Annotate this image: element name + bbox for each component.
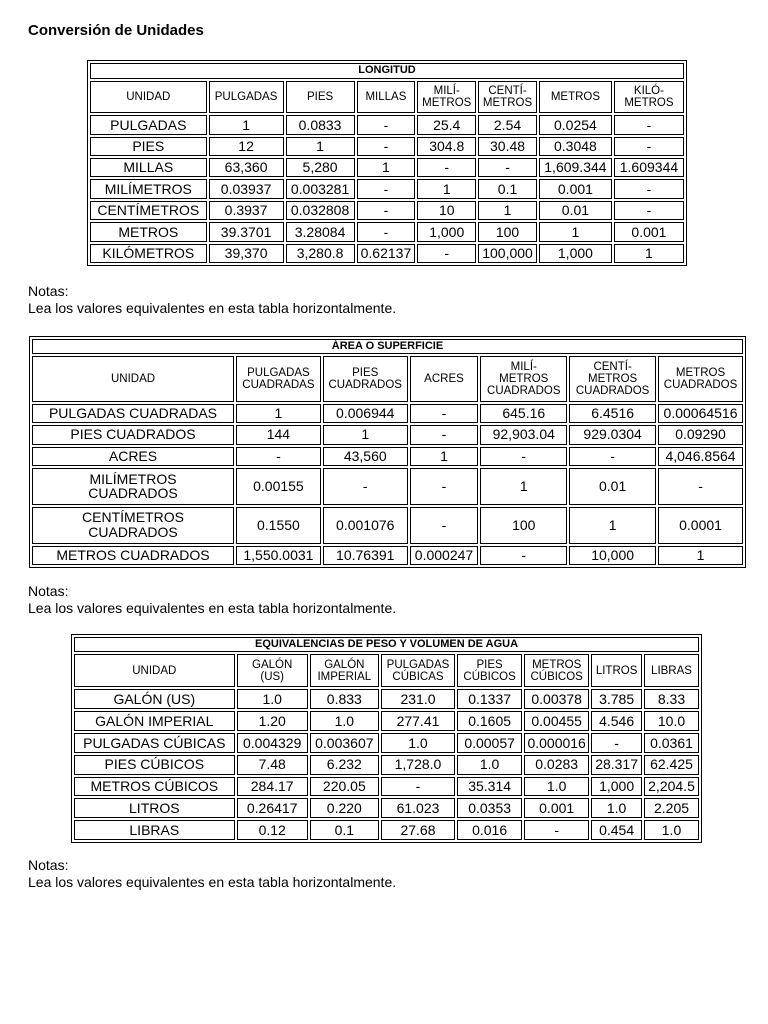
value-cell: 0.00064516 (658, 404, 743, 423)
notes-block (28, 283, 396, 317)
value-cell: 10,000 (569, 546, 656, 566)
column-header: METROS CÚBICOS (524, 654, 589, 687)
value-cell: 1 (357, 158, 416, 177)
value-cell: 1 (286, 137, 355, 156)
value-cell: 144 (236, 425, 321, 444)
value-cell: 0.0353 (457, 798, 522, 818)
value-cell: 4.546 (591, 711, 642, 731)
column-header: METROS (539, 81, 612, 113)
notes-block (28, 583, 396, 617)
row-label-cell: METROS (90, 222, 207, 241)
value-cell: 1 (410, 447, 479, 466)
value-cell: 231.0 (381, 689, 455, 709)
row-label-cell: PIES CÚBICOS (74, 755, 235, 775)
notes-label: Notas: (28, 583, 69, 599)
column-header: LIBRAS (644, 654, 699, 687)
table-row (32, 468, 743, 505)
value-cell: 92,903.04 (480, 425, 567, 444)
value-cell: 1.0 (524, 777, 589, 797)
value-cell: 0.833 (310, 689, 379, 709)
value-cell: 2,204.5 (644, 777, 699, 797)
value-cell: 3,280.8 (286, 244, 355, 263)
value-cell: - (569, 447, 656, 466)
row-label-cell: GALÓN IMPERIAL (74, 711, 235, 731)
column-header: CENTÍ- METROS (478, 81, 537, 113)
value-cell: 35.314 (457, 777, 522, 797)
column-header: LITROS (591, 654, 642, 687)
value-cell: - (410, 468, 479, 505)
value-cell: - (236, 447, 321, 466)
table-row (74, 820, 699, 840)
value-cell: 1 (569, 507, 656, 544)
row-label-cell: MILÍMETROS CUADRADOS (32, 468, 234, 505)
value-cell: 100 (478, 222, 537, 241)
value-cell: 1.20 (237, 711, 308, 731)
value-cell: - (417, 158, 476, 177)
value-cell: 0.016 (457, 820, 522, 840)
column-header: PULGADAS CUADRADAS (236, 356, 321, 401)
value-cell: 10.0 (644, 711, 699, 731)
row-label-cell: LIBRAS (74, 820, 235, 840)
value-cell: - (591, 733, 642, 753)
value-cell: 0.01 (569, 468, 656, 505)
value-cell: 277.41 (381, 711, 455, 731)
row-label-cell: PULGADAS (90, 115, 207, 134)
table-row (90, 158, 684, 177)
value-cell: 1 (539, 222, 612, 241)
value-cell: 2.205 (644, 798, 699, 818)
value-cell: 1.609344 (614, 158, 684, 177)
value-cell: 1,000 (539, 244, 612, 263)
row-label-cell: METROS CUADRADOS (32, 546, 234, 566)
value-cell: 0.00057 (457, 733, 522, 753)
value-cell: 0.003607 (310, 733, 379, 753)
value-cell: 0.006944 (323, 404, 408, 423)
row-label-cell: CENTÍMETROS (90, 201, 207, 220)
notes-text: Lea los valores equivalentes en esta tabla horizontalmente. (28, 300, 397, 316)
value-cell: 0.001 (524, 798, 589, 818)
value-cell: 645.16 (480, 404, 567, 423)
column-header: MILLAS (357, 81, 416, 113)
value-cell: 0.62137 (357, 244, 416, 263)
table-row (32, 425, 743, 444)
value-cell: - (357, 115, 416, 134)
value-cell: - (357, 179, 416, 198)
table-row (90, 137, 684, 156)
value-cell: - (614, 115, 684, 134)
value-cell: - (410, 404, 479, 423)
value-cell: - (410, 425, 479, 444)
row-label-cell: CENTÍMETROS CUADRADOS (32, 507, 234, 544)
value-cell: 1,550.0031 (236, 546, 321, 566)
value-cell: 100 (480, 507, 567, 544)
value-cell: 0.26417 (237, 798, 308, 818)
table-row (32, 546, 743, 566)
value-cell: 0.003281 (286, 179, 355, 198)
column-header: CENTÍ- METROS CUADRADOS (569, 356, 656, 401)
value-cell: 0.220 (310, 798, 379, 818)
value-cell: 6.232 (310, 755, 379, 775)
table-row (90, 201, 684, 220)
value-cell: 0.1 (478, 179, 537, 198)
value-cell: 62.425 (644, 755, 699, 775)
value-cell: 4,046.8564 (658, 447, 743, 466)
column-header: UNIDAD (74, 654, 235, 687)
value-cell: 3.785 (591, 689, 642, 709)
table-caption: EQUIVALENCIAS DE PESO Y VOLUMEN DE AGUA (74, 637, 699, 652)
table-row (90, 222, 684, 241)
column-header: PIES (286, 81, 355, 113)
value-cell: 1 (658, 546, 743, 566)
notes-block (28, 857, 396, 891)
area-conversion-table (29, 336, 746, 568)
table-row (74, 777, 699, 797)
row-label-cell: GALÓN (US) (74, 689, 235, 709)
value-cell: 0.001 (614, 222, 684, 241)
value-cell: - (614, 137, 684, 156)
value-cell: - (417, 244, 476, 263)
value-cell: 30.48 (478, 137, 537, 156)
value-cell: 0.1337 (457, 689, 522, 709)
value-cell: 39,370 (209, 244, 284, 263)
value-cell: 1.0 (644, 820, 699, 840)
value-cell: 0.1550 (236, 507, 321, 544)
column-header: KILÓ- METROS (614, 81, 684, 113)
value-cell: - (381, 777, 455, 797)
value-cell: 0.001 (539, 179, 612, 198)
value-cell: 0.3937 (209, 201, 284, 220)
table-row (74, 711, 699, 731)
value-cell: - (614, 179, 684, 198)
column-header: UNIDAD (32, 356, 234, 401)
table-row (74, 689, 699, 709)
table-row (90, 244, 684, 263)
value-cell: 1 (480, 468, 567, 505)
column-header: GALÓN IMPERIAL (310, 654, 379, 687)
value-cell: 10.76391 (323, 546, 408, 566)
value-cell: - (323, 468, 408, 505)
value-cell: - (614, 201, 684, 220)
table-row (74, 755, 699, 775)
value-cell: 0.03937 (209, 179, 284, 198)
notes-text: Lea los valores equivalentes en esta tabla horizontalmente. (28, 600, 397, 616)
value-cell: 1.0 (591, 798, 642, 818)
value-cell: 304.8 (417, 137, 476, 156)
value-cell: 0.0001 (658, 507, 743, 544)
value-cell: 1 (236, 404, 321, 423)
table-row (90, 115, 684, 134)
value-cell: 0.454 (591, 820, 642, 840)
column-header: MILÍ- METROS CUADRADOS (480, 356, 567, 401)
value-cell: 1,728.0 (381, 755, 455, 775)
table-row (32, 404, 743, 423)
column-header: PULGADAS CÚBICAS (381, 654, 455, 687)
value-cell: 2.54 (478, 115, 537, 134)
row-label-cell: PIES CUADRADOS (32, 425, 234, 444)
value-cell: 0.004329 (237, 733, 308, 753)
value-cell: 25.4 (417, 115, 476, 134)
value-cell: 43,560 (323, 447, 408, 466)
value-cell: 1,609.344 (539, 158, 612, 177)
notes-label: Notas: (28, 857, 69, 873)
value-cell: 6.4516 (569, 404, 656, 423)
table-row (32, 507, 743, 544)
value-cell: - (357, 137, 416, 156)
value-cell: 27.68 (381, 820, 455, 840)
column-header: GALÓN (US) (237, 654, 308, 687)
value-cell: 0.000247 (410, 546, 479, 566)
row-label-cell: METROS CÚBICOS (74, 777, 235, 797)
table-row (90, 179, 684, 198)
value-cell: 0.00378 (524, 689, 589, 709)
row-label-cell: KILÓMETROS (90, 244, 207, 263)
value-cell: 1 (417, 179, 476, 198)
value-cell: 1 (478, 201, 537, 220)
value-cell: 0.0833 (286, 115, 355, 134)
value-cell: 0.01 (539, 201, 612, 220)
value-cell: - (480, 447, 567, 466)
value-cell: 0.09290 (658, 425, 743, 444)
value-cell: 5,280 (286, 158, 355, 177)
value-cell: - (357, 201, 416, 220)
value-cell: 1.0 (237, 689, 308, 709)
value-cell: 8.33 (644, 689, 699, 709)
value-cell: 1 (209, 115, 284, 134)
value-cell: 1.0 (310, 711, 379, 731)
value-cell: 0.00155 (236, 468, 321, 505)
column-header: UNIDAD (90, 81, 207, 113)
column-header: MILÍ- METROS (417, 81, 476, 113)
value-cell: 100,000 (478, 244, 537, 263)
value-cell: 0.1 (310, 820, 379, 840)
value-cell: 0.00455 (524, 711, 589, 731)
column-header: PIES CUADRADOS (323, 356, 408, 401)
value-cell: 284.17 (237, 777, 308, 797)
value-cell: 0.0361 (644, 733, 699, 753)
value-cell: 1,000 (417, 222, 476, 241)
value-cell: - (410, 507, 479, 544)
value-cell: 0.1605 (457, 711, 522, 731)
table-row (74, 733, 699, 753)
value-cell: 1 (614, 244, 684, 263)
value-cell: 1 (323, 425, 408, 444)
column-header: PULGADAS (209, 81, 284, 113)
value-cell: 0.000016 (524, 733, 589, 753)
value-cell: 28.317 (591, 755, 642, 775)
column-header: PIES CÚBICOS (457, 654, 522, 687)
table-row (74, 798, 699, 818)
notes-label: Notas: (28, 283, 69, 299)
value-cell: - (480, 546, 567, 566)
value-cell: 0.3048 (539, 137, 612, 156)
row-label-cell: ACRES (32, 447, 234, 466)
notes-text: Lea los valores equivalentes en esta tabla horizontalmente. (28, 874, 397, 890)
value-cell: - (658, 468, 743, 505)
row-label-cell: PIES (90, 137, 207, 156)
value-cell: 0.0254 (539, 115, 612, 134)
value-cell: 1.0 (381, 733, 455, 753)
value-cell: 7.48 (237, 755, 308, 775)
document-title: Conversión de Unidades (28, 22, 204, 39)
table-caption: LONGITUD (90, 63, 684, 79)
column-header: METROS CUADRADOS (658, 356, 743, 401)
value-cell: 1.0 (457, 755, 522, 775)
water-weight-volume-table (71, 634, 702, 843)
value-cell: 0.12 (237, 820, 308, 840)
value-cell: 63,360 (209, 158, 284, 177)
column-header: ACRES (410, 356, 479, 401)
table-row (32, 447, 743, 466)
row-label-cell: PULGADAS CÚBICAS (74, 733, 235, 753)
value-cell: 0.001076 (323, 507, 408, 544)
value-cell: 10 (417, 201, 476, 220)
row-label-cell: LITROS (74, 798, 235, 818)
table-caption: ÁREA O SUPERFICIE (32, 339, 743, 354)
length-conversion-table (87, 60, 687, 266)
value-cell: 220.05 (310, 777, 379, 797)
value-cell: 39.3701 (209, 222, 284, 241)
value-cell: 12 (209, 137, 284, 156)
value-cell: - (524, 820, 589, 840)
value-cell: 61.023 (381, 798, 455, 818)
value-cell: 0.032808 (286, 201, 355, 220)
value-cell: 3.28084 (286, 222, 355, 241)
row-label-cell: MILLAS (90, 158, 207, 177)
row-label-cell: MILÍMETROS (90, 179, 207, 198)
value-cell: 929.0304 (569, 425, 656, 444)
value-cell: - (357, 222, 416, 241)
value-cell: 0.0283 (524, 755, 589, 775)
value-cell: 1,000 (591, 777, 642, 797)
value-cell: - (478, 158, 537, 177)
row-label-cell: PULGADAS CUADRADAS (32, 404, 234, 423)
